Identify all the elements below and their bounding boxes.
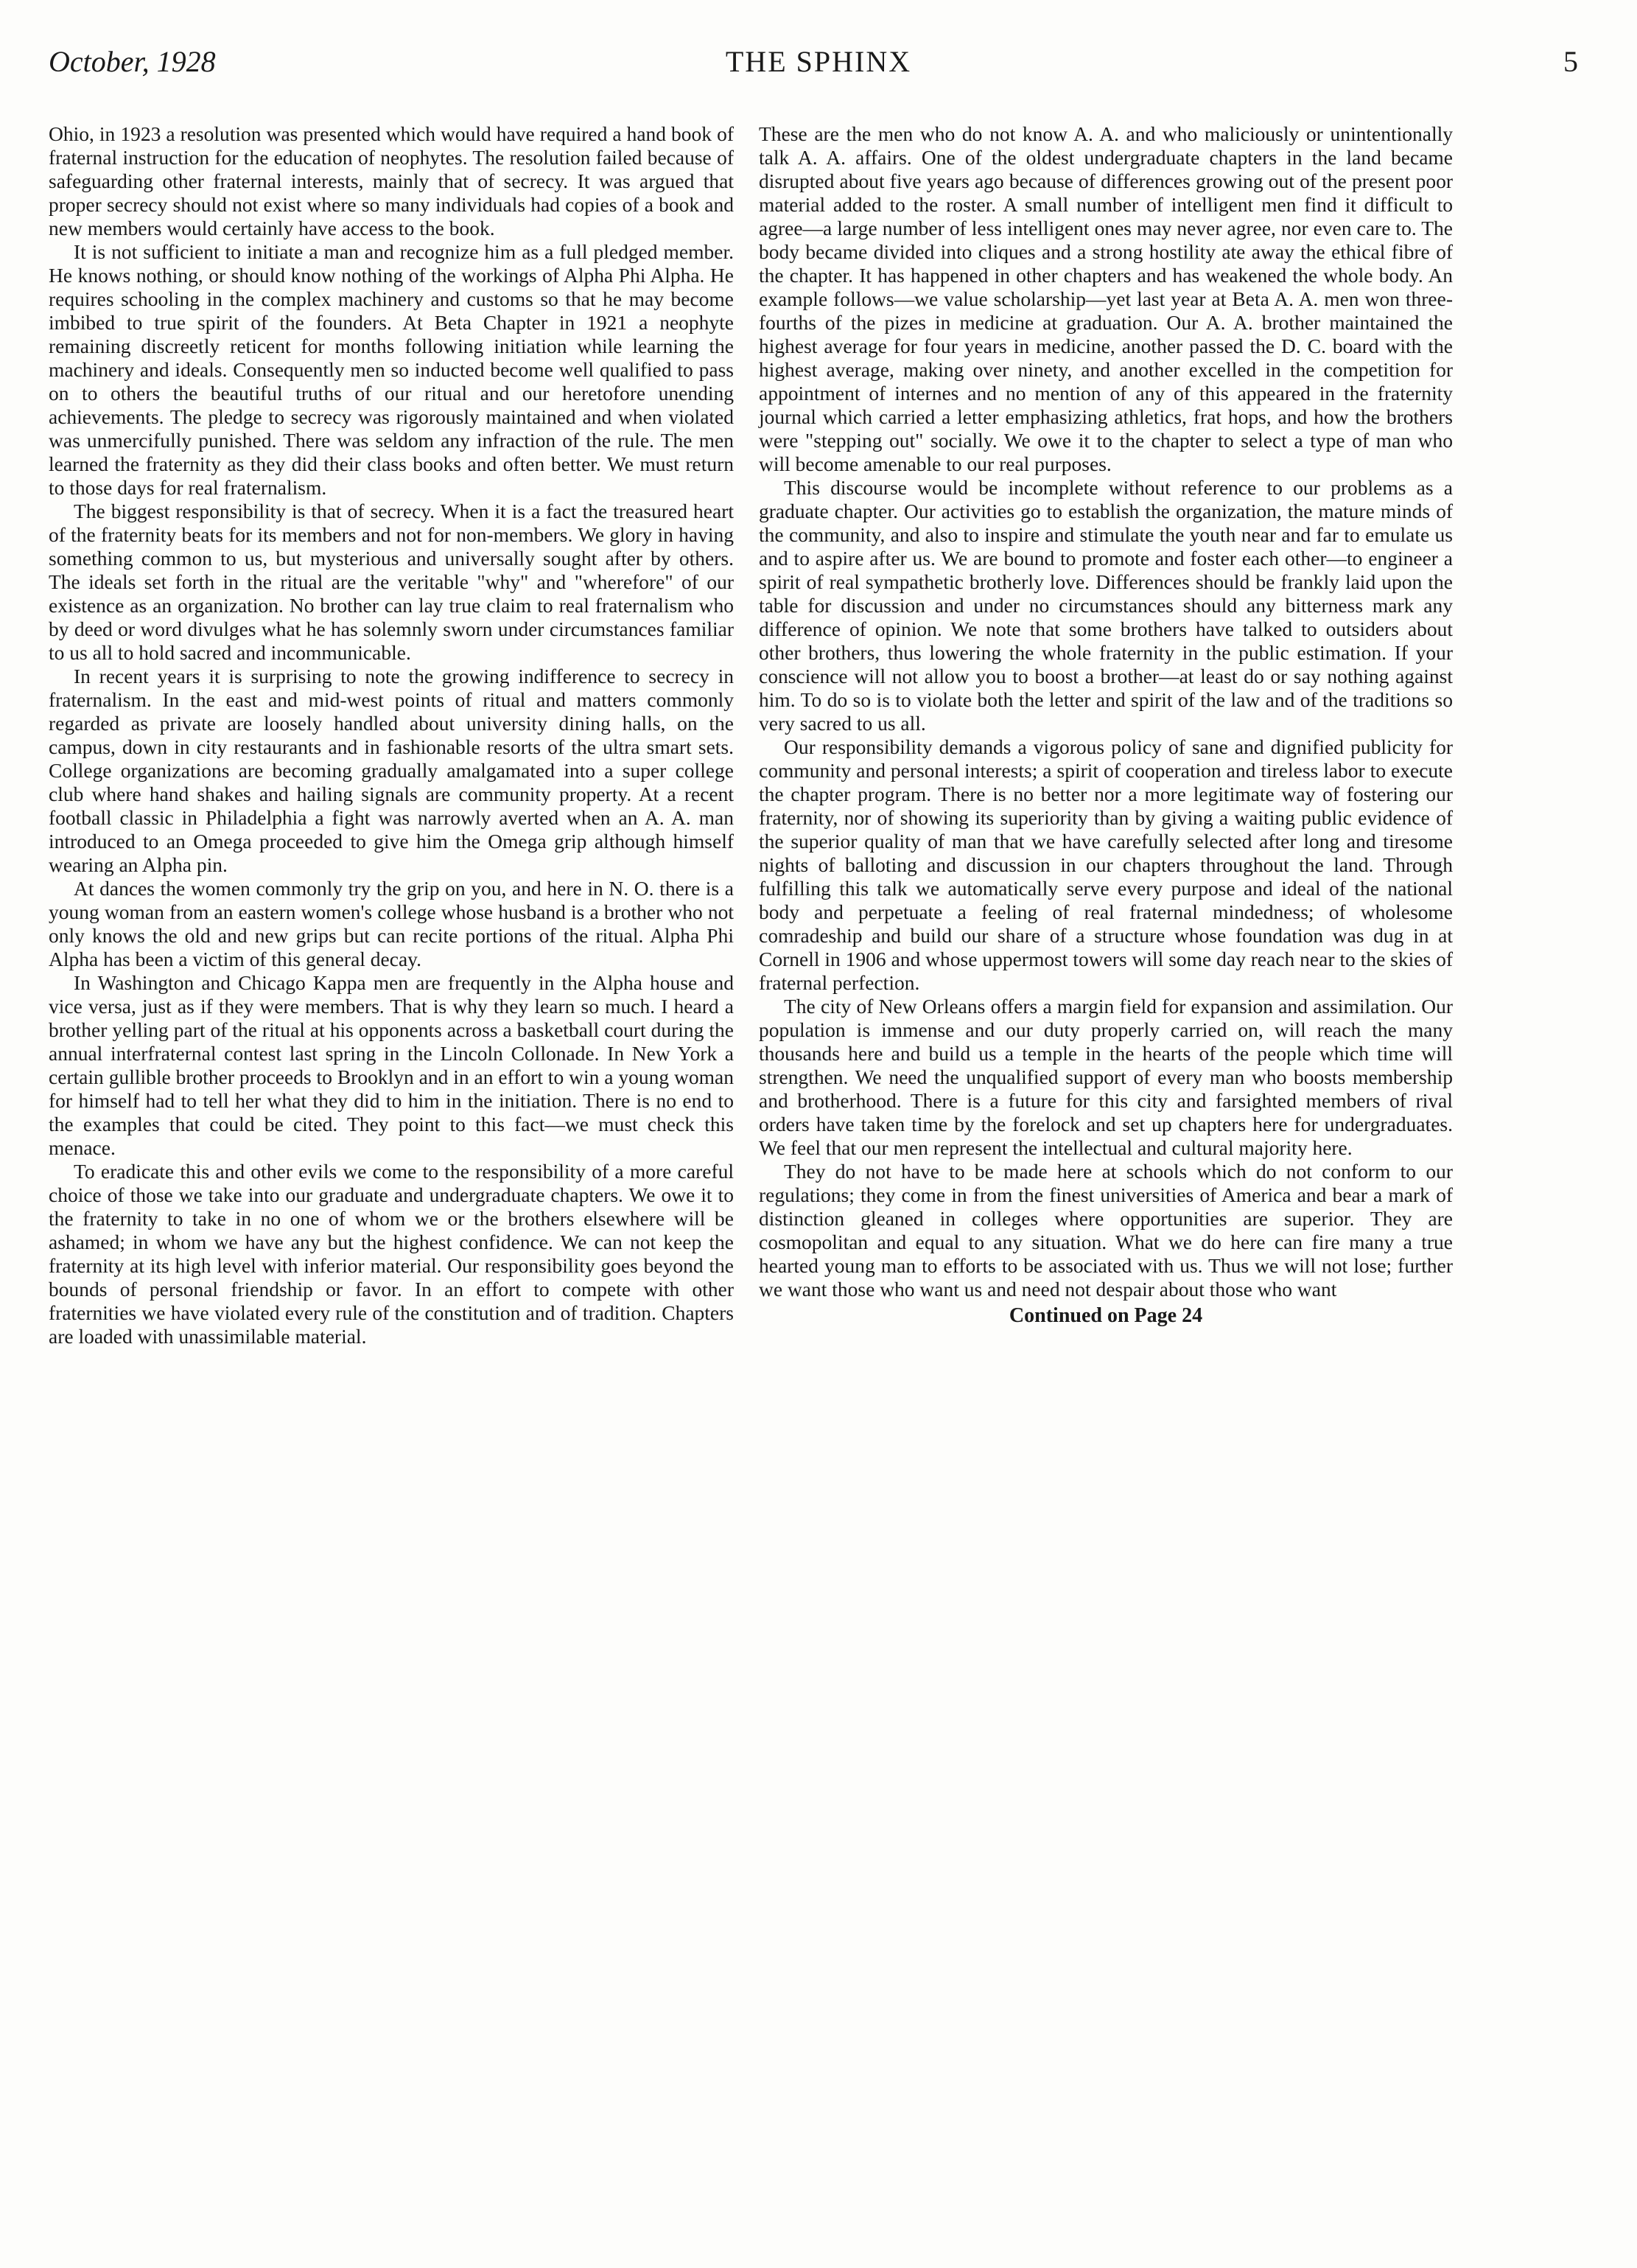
page-header: [0, 44, 1637, 88]
paragraph: Our responsibility demands a vigorous policy of sane and dignified publicity for community and personal interests; a spirit of cooperation and tireless labor to execute the chapter program. There is no better nor a more legitimate way of fostering our fraternity, nor of showing its superiority than by giving a waiting public evidence of the superior quality of man that we have carefully selected after long and tiresome nights of balloting and discussion in our chapters throughout the land. Through fulfilling this talk we automatically serve every purpose and ideal of the national body and perpetuate a feeling of real fraternal mindedness; of wholesome comradeship and build our share of a structure whose foundation was dug in at Cornell in 1906 and whose uppermost towers will some day reach near to the skies of fraternal perfection.: [759, 735, 1453, 994]
paragraph: In recent years it is surprising to note the growing indifference to secrecy in fraternalism. In the east and mid-west points of ritual and matters commonly regarded as private are loosely handled about university dining halls, on the campus, down in city restaurants and in fashionable resorts of the ultra smart sets. College organizations are becoming gradually amalgamated into a super college club where hand shakes and hailing signals are community property. At a recent football classic in Philadelphia a fight was narrowly averted when an A. A. man introduced to an Omega proceeded to give him the Omega grip although himself wearing an Alpha pin.: [49, 665, 734, 876]
paragraph: The city of New Orleans offers a margin field for expansion and assimilation. Our population is immense and our duty properly carried on, will reach the many thousands here and build us a temple in the hearts of the people which time will strengthen. We need the unqualified support of every man who boosts membership and brotherhood. There is a future for this city and farsighted members of rival orders have taken time by the forelock and set up chapters here for undergraduates. We feel that our men represent the intellectual and cultural majority here.: [759, 995, 1453, 1159]
page-number: 5: [1563, 45, 1578, 78]
paragraph: In Washington and Chicago Kappa men are frequently in the Alpha house and vice versa, just as if they were members. That is why they learn so much. I heard a brother yelling part of the ritual at his opponents across a basketball court during the annual interfraternal contest last spring in the Lincoln Collonade. In New York a certain gullible brother proceeds to Brooklyn and in an effort to win a young woman for himself had to tell her what they did to him in the initiation. There is no end to the examples that could be cited. They point to this fact—we must check this menace.: [49, 971, 734, 1159]
right-column: [759, 122, 1453, 1328]
paragraph: To eradicate this and other evils we come to the responsibility of a more careful choice of those we take into our graduate and undergraduate chapters. We owe it to the fraternity to take in no one of whom we or the brothers elsewhere will be ashamed; in whom we have any but the highest confidence. We can not keep the fraternity at its high level with inferior material. Our responsibility goes beyond the bounds of personal friendship or favor. In an effort to compete with other fraternities we have violated every rule of the constitution and of tradition. Chapters are loaded with unassimilable material.: [49, 1160, 734, 1348]
publication-title: THE SPHINX: [725, 45, 912, 78]
paragraph: Ohio, in 1923 a resolution was presented which would have required a hand book of fraternal instruction for the education of neophytes. The resolution failed because of safeguarding other fraternal interests, mainly that of secrecy. It was argued that proper secrecy should not exist where so many individuals had copies of a book and new members would certainly have access to the book.: [49, 122, 734, 239]
left-column: [49, 122, 734, 1348]
continued-note: Continued on Page 24: [1009, 1304, 1203, 1327]
paragraph: The biggest responsibility is that of secrecy. When it is a fact the treasured heart of the fraternity beats for its members and not for non-members. We glory in having something common to us, but mysterious and universally sought after by others. The ideals set forth in the ritual are the veritable "why" and "wherefore" of our existence as an organization. No brother can lay true claim to real fraternalism who by deed or word divulges what he has solemnly sworn under circumstances familiar to us all to hold sacred and incommunicable.: [49, 500, 734, 664]
paragraph: It is not sufficient to initiate a man and recognize him as a full pledged member. He knows nothing, or should know nothing of the workings of Alpha Phi Alpha. He requires schooling in the complex machinery and customs so that he may become imbibed to true spirit of the founders. At Beta Chapter in 1921 a neophyte remaining discreetly reticent for months following initiation while learning the machinery and ideals. Consequently men so inducted become well qualified to pass on to others the beautiful truths of our ritual and our heretofore unending achievements. The pledge to secrecy was rigorously maintained and when violated was unmercifully punished. There was seldom any infraction of the rule. The men learned the fraternity as they did their class books and often better. We must return to those days for real fraternalism.: [49, 240, 734, 499]
paragraph: These are the men who do not know A. A. and who maliciously or unintentionally talk A. A. affairs. One of the oldest undergraduate chapters in the land became disrupted about five years ago because of differences growing out of the present poor material added to the roster. A small number of intelligent men find it difficult to agree—a large number of less intelligent ones may never agree, nor even care to. The body became divided into cliques and a strong hostility ate away the ethical fibre of the chapter. It has happened in other chapters and has weakened the whole body. An example follows—we value scholarship—yet last year at Beta A. A. men won three-fourths of the pizes in medicine at graduation. Our A. A. brother maintained the highest average for four years in medicine, another passed the D. C. board with the highest average, making over ninety, and another excelled in the competition for appointment of internes and no mention of any of this appeared in the fraternity journal which carried a letter emphasizing athletics, frat hops, and how the brothers were "stepping out" socially. We owe it to the chapter to select a type of man who will become amenable to our real purposes.: [759, 122, 1453, 475]
paragraph: At dances the women commonly try the grip on you, and here in N. O. there is a young woman from an eastern women's college whose husband is a brother who not only knows the old and new grips but can recite portions of the ritual. Alpha Phi Alpha has been a victim of this general decay.: [49, 877, 734, 970]
issue-date: October, 1928: [49, 45, 216, 78]
paragraph: This discourse would be incomplete without reference to our problems as a graduate chapter. Our activities go to establish the organization, the mature minds of the community, and also to inspire and stimulate the youth near and far to emulate us and to aspire after us. We are bound to promote and foster each other—to engineer a spirit of real sympathetic brotherly love. Differences should be frankly laid upon the table for discussion and under no circumstances should any bitterness mark any difference of opinion. We note that some brothers have talked to outsiders about other brothers, thus lowering the whole fraternity in the public estimation. If your conscience will not allow you to boost a brother—at least do or say nothing against him. To do so is to violate both the letter and spirit of the law and of the traditions so very sacred to us all.: [759, 476, 1453, 735]
paragraph: They do not have to be made here at schools which do not conform to our regulations; they come in from the finest universities of America and bear a mark of distinction gleaned in colleges where opportunities are superior. They are cosmopolitan and equal to any situation. What we do here can fire many a true hearted young man to efforts to be associated with us. Thus we will not lose; further we want those who want us and need not despair about those who want: [759, 1160, 1453, 1301]
